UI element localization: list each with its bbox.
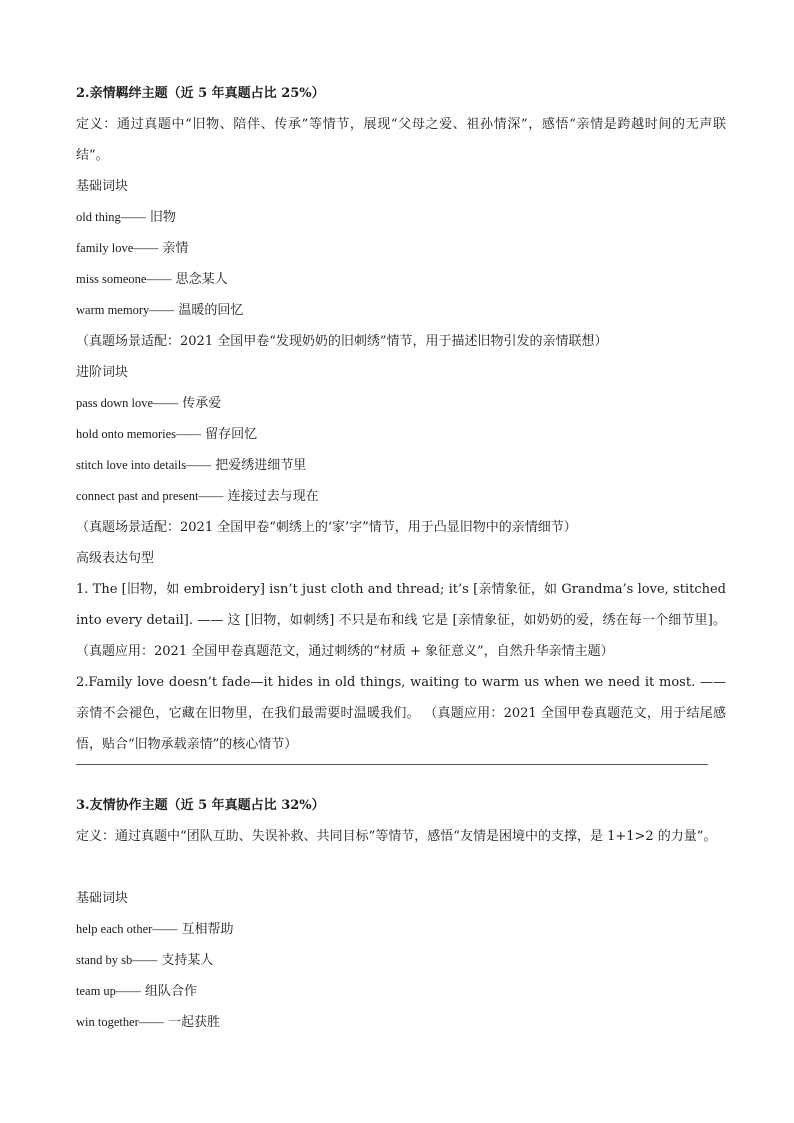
section-divider	[76, 764, 708, 766]
section2-sentence-1: 1. The [旧物，如 embroidery] isn’t just cloth and thread; it’s [亲情象征，如 Grandma’s love, stitched into every detail]. —— 这 [旧物，如刺绣] 不只是布和线 它是 [亲情象征，如奶奶的爱，绣在每一个细节里]。（真题应用：2021 全国甲卷真题范文，通过刺绣的“材质 + 象征意义”，自然升华亲情主题）	[76, 582, 726, 659]
section2-advanced-title: 进阶词块	[76, 365, 129, 380]
section2-heading: 2.亲情羁绊主题（近 5 年真题占比 25%）	[76, 86, 325, 101]
vocab-item: stitch love into details—— 把爱绣进细节里	[76, 458, 307, 473]
section2-sentence-title: 高级表达句型	[76, 551, 155, 566]
vocab-item: connect past and present—— 连接过去与现在	[76, 489, 319, 504]
vocab-item: old thing—— 旧物	[76, 210, 176, 225]
vocab-item: hold onto memories—— 留存回忆	[76, 427, 258, 442]
vocab-item: team up—— 组队合作	[76, 984, 198, 999]
section3-definition: 定义：通过真题中“团队互助、失误补救、共同目标”等情节，感悟“友情是困境中的支撑，是 1+1>2 的力量”。	[76, 829, 717, 844]
section2-sentence-2: 2.Family love doesn’t fade—it hides in old things, waiting to warm us when we need it most. —— 亲情不会褪色，它藏在旧物里，在我们最需要时温暖我们。 （真题应用：2021 全国甲卷真题范文，用于结尾感悟，贴合“旧物承载亲情”的核心情节）	[76, 675, 726, 752]
vocab-item: warm memory—— 温暖的回忆	[76, 303, 244, 318]
vocab-item: miss someone—— 思念某人	[76, 272, 228, 287]
section2-definition: 定义：通过真题中“旧物、陪伴、传承”等情节，展现“父母之爱、祖孙情深”，感悟“亲情是跨越时间的无声联结”。	[76, 117, 726, 163]
vocab-item: stand by sb—— 支持某人	[76, 953, 214, 968]
section2-basic-title: 基础词块	[76, 179, 129, 194]
section2-advanced-note: （真题场景适配：2021 全国甲卷“刺绣上的‘家’字”情节，用于凸显旧物中的亲情细节）	[76, 520, 577, 535]
vocab-item: pass down love—— 传承爱	[76, 396, 222, 411]
vocab-item: help each other—— 互相帮助	[76, 922, 234, 937]
vocab-item: family love—— 亲情	[76, 241, 189, 256]
vocab-item: win together—— 一起获胜	[76, 1015, 220, 1030]
section2-basic-note: （真题场景适配：2021 全国甲卷“发现奶奶的旧刺绣”情节，用于描述旧物引发的亲情联想）	[76, 334, 608, 349]
section3-basic-title: 基础词块	[76, 891, 129, 906]
document-page	[76, 78, 726, 1038]
section3-heading: 3.友情协作主题（近 5 年真题占比 32%）	[76, 798, 325, 813]
